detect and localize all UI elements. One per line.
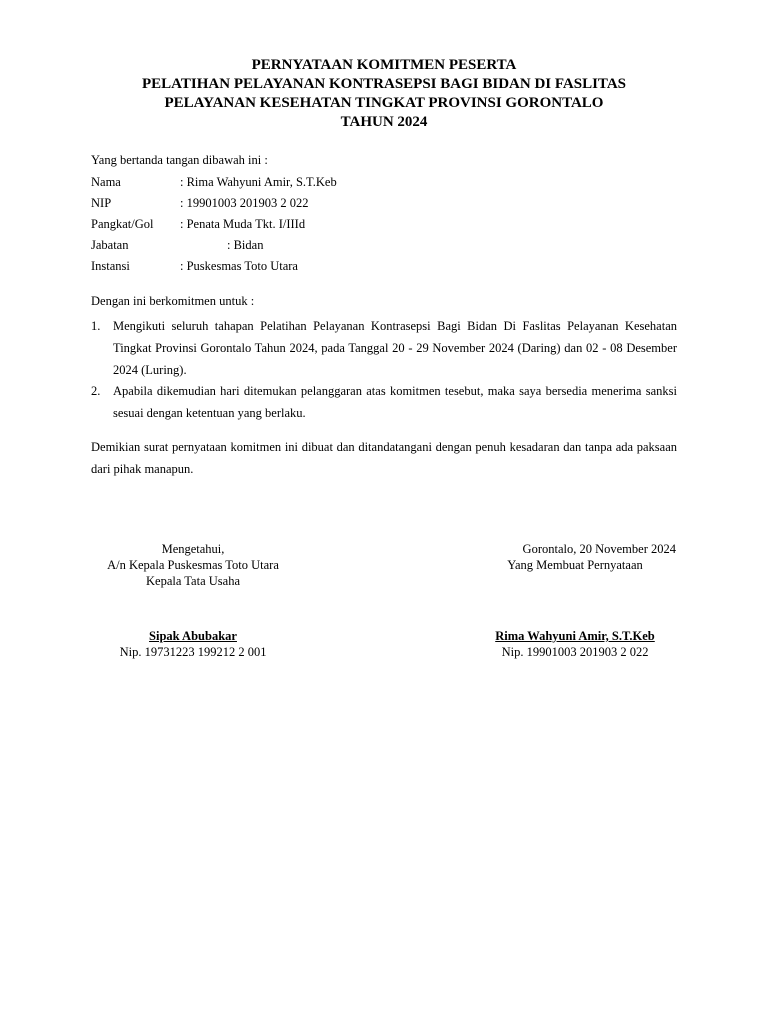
list-number: 1. — [91, 319, 101, 333]
sig-left-line-3: Kepala Tata Usaha — [146, 574, 240, 588]
commitment-intro: Dengan ini berkomitmen untuk : — [91, 294, 255, 308]
field-label: Nama — [91, 175, 121, 189]
field-label: Instansi — [91, 259, 130, 273]
title-line-2: PELATIHAN PELAYANAN KONTRASEPSI BAGI BIDAN DI FASLITAS — [142, 76, 626, 92]
document-title — [0, 56, 768, 132]
field-value: : Bidan — [227, 238, 264, 252]
list-number: 2. — [91, 384, 101, 398]
sig-left-nip: Nip. 19731223 199212 2 001 — [119, 645, 267, 659]
sig-right-line-1: Gorontalo, 20 November 2024 — [522, 542, 676, 556]
signature-left-footer — [70, 628, 316, 660]
field-label: Pangkat/Gol — [91, 217, 154, 231]
list-text: Mengikuti seluruh tahapan Pelatihan Pelayanan Kontrasepsi Bagi Bidan Di Faslitas Pelayanan Kesehatan Tingkat Provinsi Gorontalo Tahun 2024, pada Tanggal 20 - 29 November 2024 (Daring) dan 02 - 08 Desember 2024 (Luring). — [113, 319, 677, 377]
sig-left-line-1: Mengetahui, — [161, 542, 225, 556]
title-line-3: PELAYANAN KESEHATAN TINGKAT PROVINSI GORONTALO — [164, 95, 604, 111]
signature-right-header — [470, 541, 680, 573]
signature-right-footer — [470, 628, 680, 660]
intro-text: Yang bertanda tangan dibawah ini : — [91, 153, 268, 167]
field-value: : Penata Muda Tkt. I/IIId — [180, 217, 306, 231]
list-text: Apabila dikemudian hari ditemukan pelanggaran atas komitmen tesebut, maka saya bersedia menerima sanksi sesuai dengan ketentuan yang berlaku. — [113, 384, 677, 420]
sig-left-name: Sipak Abubakar — [149, 629, 237, 643]
sig-right-name: Rima Wahyuni Amir, S.T.Keb — [495, 629, 655, 643]
field-value: : Puskesmas Toto Utara — [180, 259, 298, 273]
field-value: : Rima Wahyuni Amir, S.T.Keb — [180, 175, 337, 189]
title-line-1: PERNYATAAN KOMITMEN PESERTA — [251, 57, 517, 73]
sig-left-line-2: A/n Kepala Puskesmas Toto Utara — [107, 558, 279, 572]
signature-left-header — [70, 541, 316, 589]
field-label: NIP — [91, 196, 112, 210]
title-line-4: TAHUN 2024 — [340, 114, 428, 130]
sig-right-nip: Nip. 19901003 201903 2 022 — [501, 645, 649, 659]
field-value: : 19901003 201903 2 022 — [180, 196, 309, 210]
closing-paragraph: Demikian surat pernyataan komitmen ini dibuat dan ditandatangani dengan penuh kesadaran dan tanpa ada paksaan dari pihak manapun. — [91, 440, 677, 476]
sig-right-line-2: Yang Membuat Pernyataan — [507, 558, 643, 572]
commitment-list-item — [91, 315, 677, 381]
field-label: Jabatan — [91, 238, 129, 252]
commitment-list-item — [91, 380, 677, 424]
